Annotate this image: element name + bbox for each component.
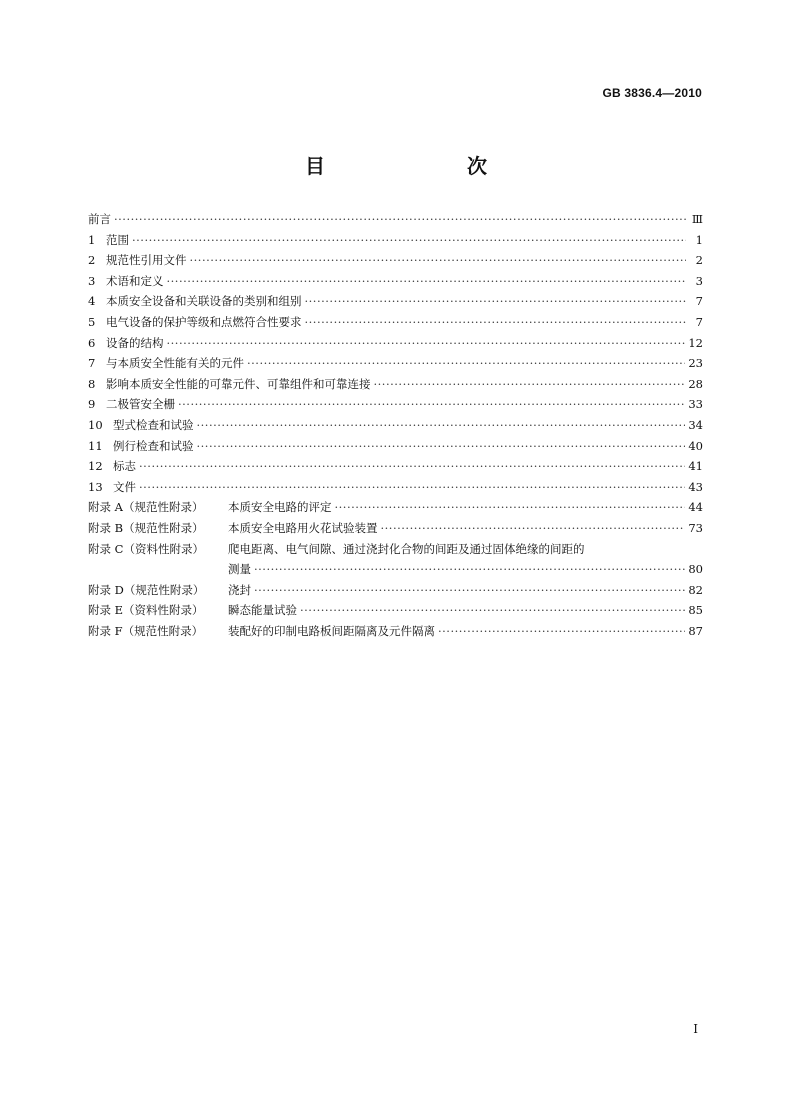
leader-dots [381, 521, 686, 535]
leader-dots [132, 233, 686, 247]
toc-entry-number: 11 [88, 438, 103, 453]
leader-dots [305, 315, 687, 329]
toc-entry-label: 本质安全电路的评定 [228, 500, 332, 515]
toc-entry-label: 范围 [106, 232, 129, 247]
leader-dots [335, 500, 686, 514]
toc-entry-number: 6 [88, 335, 96, 350]
toc-entry[interactable] [88, 252, 703, 273]
toc-entry[interactable] [88, 417, 703, 438]
toc-entry-appendix-f[interactable] [88, 623, 703, 644]
toc-entry-page: 44 [688, 500, 703, 515]
leader-dots [300, 603, 685, 617]
toc-entry[interactable] [88, 293, 703, 314]
leader-dots [438, 624, 685, 638]
toc-entry-label: 文件 [113, 479, 136, 494]
table-of-contents [88, 211, 703, 643]
toc-entry-number: 12 [88, 459, 103, 474]
toc-entry[interactable] [88, 396, 703, 417]
toc-entry-appendix-e[interactable] [88, 602, 703, 623]
toc-entry-appendix-c-continuation[interactable] [88, 561, 703, 582]
appendix-prefix: 附录 E（资料性附录） [88, 603, 204, 618]
toc-entry[interactable] [88, 458, 703, 479]
toc-entry-label: 装配好的印制电路板间距隔离及元件隔离 [228, 623, 435, 638]
toc-entry-page: 34 [688, 417, 703, 432]
toc-entry-label: 二极管安全栅 [106, 397, 175, 412]
page-title: 目 次 [305, 154, 521, 178]
toc-entry-appendix-c[interactable] [88, 541, 703, 562]
toc-entry[interactable] [88, 273, 703, 294]
toc-entry-number: 5 [88, 314, 96, 329]
toc-entry[interactable] [88, 376, 703, 397]
toc-entry-page: 43 [688, 479, 703, 494]
toc-entry-page: 33 [688, 397, 703, 412]
standard-code: GB 3836.4—2010 [602, 86, 702, 100]
toc-entry[interactable] [88, 479, 703, 500]
toc-entry-label: 设备的结构 [106, 335, 164, 350]
toc-entry-number: 8 [88, 376, 96, 391]
leader-dots [374, 377, 686, 391]
toc-entry[interactable] [88, 314, 703, 335]
leader-dots [247, 356, 685, 370]
toc-entry-page: 87 [688, 623, 703, 638]
toc-entry-appendix-d[interactable] [88, 582, 703, 603]
toc-entry-number: 13 [88, 479, 103, 494]
leader-dots [254, 583, 685, 597]
toc-entry-page: Ⅲ [691, 212, 703, 226]
toc-entry-foreword[interactable] [88, 211, 703, 232]
toc-entry-number: 10 [88, 417, 103, 432]
leader-dots [167, 274, 687, 288]
toc-entry-label: 瞬态能量试验 [228, 603, 297, 618]
toc-entry-number: 3 [88, 273, 96, 288]
toc-entry-page: 41 [688, 459, 703, 474]
toc-entry-page: 85 [688, 603, 703, 618]
toc-entry-page: 7 [695, 314, 703, 329]
leader-dots [305, 294, 687, 308]
leader-dots [114, 212, 686, 226]
appendix-prefix: 附录 C（资料性附录） [88, 541, 204, 556]
leader-dots [167, 336, 686, 350]
toc-entry-label: 本质安全设备和关联设备的类别和组别 [106, 294, 302, 309]
toc-entry-page: 80 [688, 562, 703, 577]
toc-entry-page: 82 [688, 582, 703, 597]
toc-entry[interactable] [88, 335, 703, 356]
toc-entry-label: 浇封 [228, 582, 251, 597]
leader-dots [139, 480, 685, 494]
appendix-prefix: 附录 B（规范性附录） [88, 520, 204, 535]
leader-dots [139, 459, 685, 473]
toc-entry-page: 40 [688, 438, 703, 453]
toc-entry-label: 爬电距离、电气间隙、通过浇封化合物的间距及通过固体绝缘的间距的 [228, 541, 585, 556]
toc-entry-appendix-b[interactable] [88, 520, 703, 541]
toc-entry-page: 23 [688, 356, 703, 371]
toc-entry-page: 28 [688, 376, 703, 391]
appendix-prefix: 附录 A（规范性附录） [88, 500, 204, 515]
toc-entry-number: 7 [88, 356, 96, 371]
toc-entry-number: 1 [88, 232, 96, 247]
page-number: I [693, 1022, 698, 1036]
toc-entry-page: 73 [688, 520, 703, 535]
appendix-prefix: 附录 D（规范性附录） [88, 582, 205, 597]
toc-entry-label: 前言 [88, 212, 111, 226]
toc-entry-label: 影响本质安全性能的可靠元件、可靠组件和可靠连接 [106, 376, 371, 391]
leader-dots [197, 418, 686, 432]
toc-entry-page: 2 [695, 253, 703, 268]
toc-entry-page: 12 [688, 335, 703, 350]
toc-entry-label-continuation: 测量 [228, 562, 251, 577]
toc-entry-appendix-a[interactable] [88, 499, 703, 520]
appendix-prefix: 附录 F（规范性附录） [88, 623, 204, 638]
leader-dots [178, 397, 685, 411]
leader-dots [254, 562, 685, 576]
toc-entry[interactable] [88, 438, 703, 459]
toc-entry-label: 术语和定义 [106, 273, 164, 288]
toc-entry-label: 型式检查和试验 [113, 417, 194, 432]
toc-entry-label: 与本质安全性能有关的元件 [106, 356, 244, 371]
leader-dots [190, 253, 687, 267]
toc-entry-number: 2 [88, 253, 96, 268]
toc-entry-page: 3 [695, 273, 703, 288]
toc-entry-label: 标志 [113, 459, 136, 474]
toc-entry-label: 例行检查和试验 [113, 438, 194, 453]
toc-entry-page: 1 [695, 232, 703, 247]
toc-entry[interactable] [88, 355, 703, 376]
toc-entry-label: 电气设备的保护等级和点燃符合性要求 [106, 314, 302, 329]
leader-dots [197, 439, 686, 453]
toc-entry-label: 规范性引用文件 [106, 253, 187, 268]
toc-entry-page: 7 [695, 294, 703, 309]
toc-entry-number: 9 [88, 397, 96, 412]
toc-entry[interactable] [88, 232, 703, 253]
toc-entry-number: 4 [88, 294, 96, 309]
toc-entry-label: 本质安全电路用火花试验装置 [228, 520, 378, 535]
